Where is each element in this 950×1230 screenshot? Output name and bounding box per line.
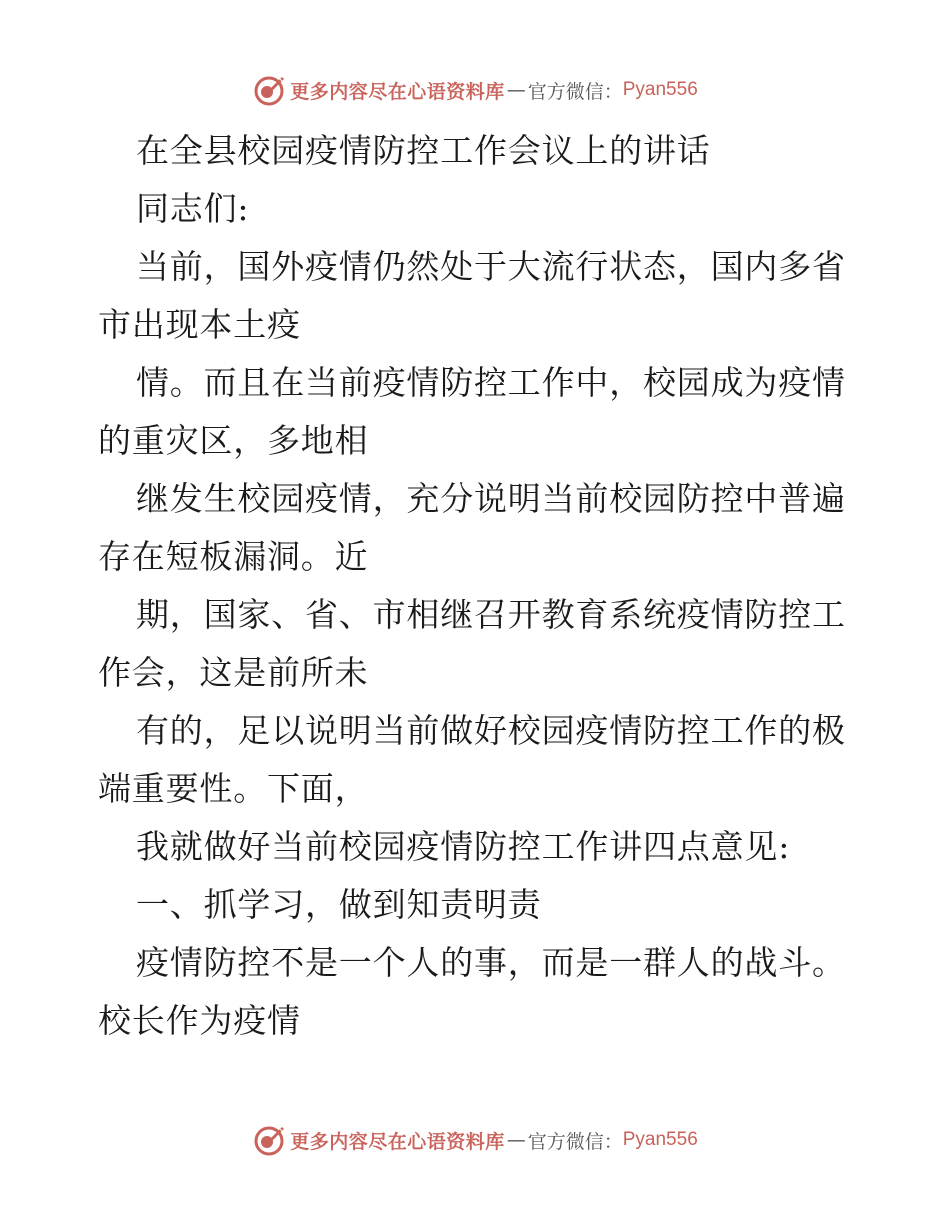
banner-wechat-label: 官方微信：	[527, 1130, 623, 1153]
text-line: 有的，足以说明当前做好校园疫情防控工作的极	[136, 711, 846, 750]
banner-dash: —	[506, 1129, 526, 1151]
text-line: 同志们:	[136, 189, 250, 228]
text-line: 存在短板漏洞。近	[98, 537, 369, 576]
logo-icon	[252, 73, 286, 107]
banner-dash: —	[506, 79, 526, 101]
text-line: 市出现本土疫	[98, 305, 301, 344]
text-line: 我就做好当前校园疫情防控工作讲四点意见:	[136, 827, 791, 866]
text-line: 一、抓学习，做到知责明责	[136, 885, 542, 924]
document-title: 在全县校园疫情防控工作会议上的讲话	[136, 131, 711, 170]
banner-wechat-id: Pyan556	[622, 1129, 698, 1150]
text-line: 端重要性。下面，	[98, 769, 369, 808]
banner-title: 更多内容尽在心语资料库	[290, 1130, 505, 1153]
banner-wechat-id: Pyan556	[622, 79, 698, 100]
text-line: 疫情防控不是一个人的事，而是一群人的战斗。	[136, 943, 846, 982]
text-line: 作会，这是前所未	[98, 653, 369, 692]
text-line: 期，国家、省、市相继召开教育系统疫情防控工	[136, 595, 846, 634]
banner-title: 更多内容尽在心语资料库	[290, 80, 505, 103]
header-banner	[0, 68, 950, 112]
logo-icon	[252, 1123, 286, 1157]
text-line: 当前，国外疫情仍然处于大流行状态，国内多省	[136, 247, 846, 286]
text-line: 情。而且在当前疫情防控工作中，校园成为疫情	[136, 363, 846, 402]
banner-wechat-label: 官方微信：	[527, 80, 623, 103]
footer-banner	[0, 1118, 950, 1162]
text-line: 的重灾区，多地相	[98, 421, 369, 460]
text-line: 校长作为疫情	[98, 1001, 301, 1040]
text-line: 继发生校园疫情，充分说明当前校园防控中普遍	[136, 479, 846, 518]
document-body	[98, 122, 858, 1050]
